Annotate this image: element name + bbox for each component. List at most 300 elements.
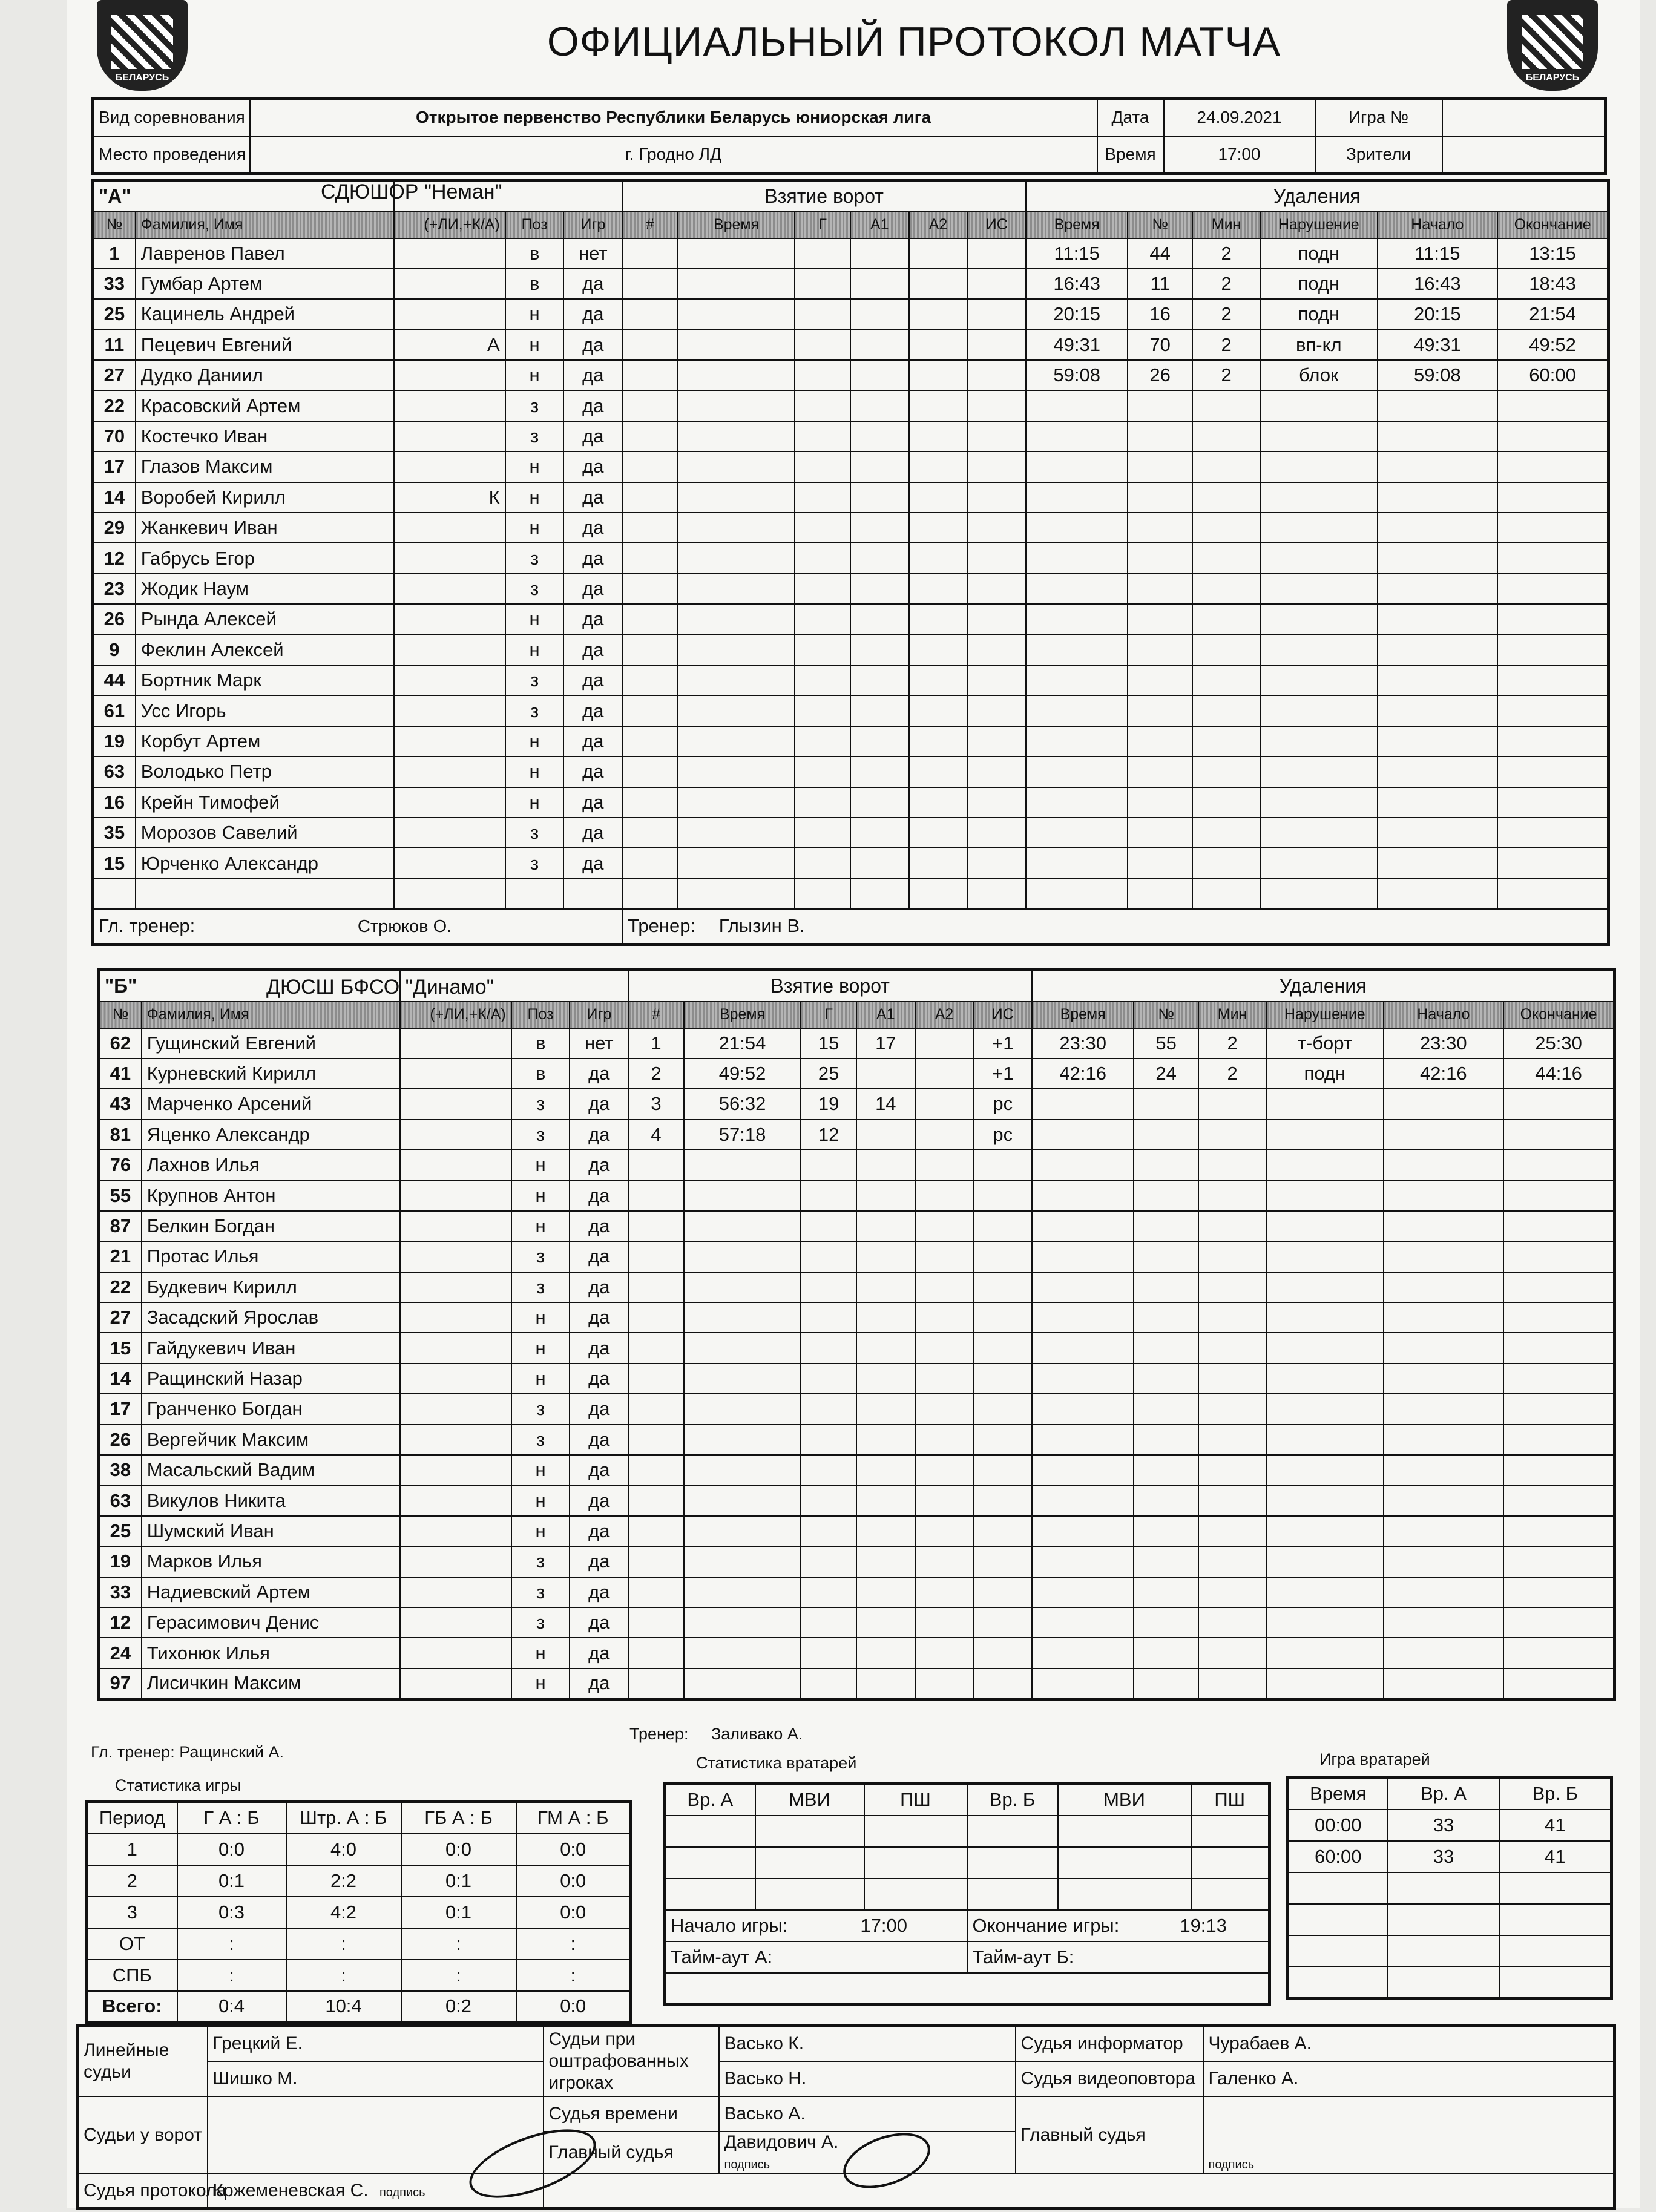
goal-time bbox=[684, 1546, 801, 1577]
goal-n bbox=[622, 238, 678, 269]
player-role bbox=[400, 1394, 511, 1424]
player-name: Масальский Вадим bbox=[142, 1455, 401, 1485]
penalty-inf bbox=[1260, 665, 1377, 695]
player-role bbox=[400, 1211, 511, 1241]
team-a-block bbox=[91, 179, 1610, 946]
goal-g bbox=[801, 1638, 856, 1668]
player-name: Морозов Савелий bbox=[136, 818, 395, 848]
goal-a2 bbox=[909, 360, 968, 390]
player-name: Засадский Ярослав bbox=[142, 1302, 401, 1333]
goal-time bbox=[684, 1577, 801, 1607]
goal-time bbox=[678, 421, 795, 451]
player-role bbox=[400, 1241, 511, 1272]
penalty-min bbox=[1192, 390, 1260, 421]
player-role bbox=[394, 665, 505, 695]
goal-a2 bbox=[915, 1485, 974, 1515]
goal-a1 bbox=[850, 604, 909, 634]
goal-n bbox=[622, 269, 678, 299]
goal-a2 bbox=[909, 879, 968, 909]
goal-is bbox=[967, 482, 1026, 513]
table-row bbox=[87, 1960, 631, 1991]
player-number: 35 bbox=[93, 818, 136, 848]
player-played: да bbox=[564, 360, 622, 390]
penalty-end bbox=[1503, 1607, 1614, 1638]
table-row bbox=[93, 574, 1609, 604]
player-name: Марченко Арсений bbox=[142, 1089, 401, 1119]
player-position: н bbox=[511, 1180, 570, 1210]
penalty-inf bbox=[1260, 787, 1377, 818]
player-played: нет bbox=[570, 1028, 628, 1058]
goal-n bbox=[622, 513, 678, 543]
goal-n bbox=[622, 756, 678, 787]
penalty-inf bbox=[1266, 1455, 1383, 1485]
penalty-num bbox=[1134, 1120, 1198, 1150]
game-stats-cell: 0:0 bbox=[516, 1897, 631, 1928]
goalie-stats-cell bbox=[755, 1847, 864, 1879]
team-a-letter: "А" bbox=[93, 180, 395, 212]
col-header-p-num: № bbox=[1128, 212, 1192, 238]
col-header-p-start: Начало bbox=[1384, 1002, 1504, 1028]
penalty-min bbox=[1192, 482, 1260, 513]
penalty-num bbox=[1128, 451, 1192, 482]
penalty-num bbox=[1128, 513, 1192, 543]
table-row bbox=[99, 1150, 1615, 1180]
player-position: в bbox=[505, 238, 564, 269]
penalty-start bbox=[1378, 635, 1498, 665]
goalie-stats-header: ПШ bbox=[1191, 1784, 1270, 1816]
player-position: з bbox=[511, 1272, 570, 1302]
goal-n bbox=[622, 299, 678, 329]
goal-g bbox=[795, 360, 850, 390]
col-header-p-num: № bbox=[1134, 1002, 1198, 1028]
table-row bbox=[99, 1607, 1615, 1638]
goal-time bbox=[678, 330, 795, 360]
penalty-inf bbox=[1260, 848, 1377, 878]
goal-a2 bbox=[909, 635, 968, 665]
col-header-g-time: Время bbox=[684, 1002, 801, 1028]
penalty-num bbox=[1134, 1577, 1198, 1607]
col-header-g-g: Г bbox=[801, 1002, 856, 1028]
goalie-stats-cell bbox=[967, 1816, 1058, 1847]
penalty-min bbox=[1192, 665, 1260, 695]
player-played: да bbox=[564, 818, 622, 848]
player-played: да bbox=[564, 330, 622, 360]
player-position: н bbox=[505, 330, 564, 360]
goal-n bbox=[622, 330, 678, 360]
goal-a1 bbox=[850, 879, 909, 909]
goal-a1 bbox=[850, 421, 909, 451]
player-position: н bbox=[505, 756, 564, 787]
table-row bbox=[93, 665, 1609, 695]
player-role bbox=[400, 1425, 511, 1455]
goalie-stats-header: Вр. А bbox=[665, 1784, 755, 1816]
goal-a1 bbox=[850, 513, 909, 543]
player-number: 14 bbox=[93, 482, 136, 513]
table-row bbox=[87, 1865, 631, 1897]
penalty-min bbox=[1198, 1485, 1266, 1515]
goalie-play-cell bbox=[1388, 1967, 1500, 1998]
player-name: Жодик Наум bbox=[136, 574, 395, 604]
penalty-min bbox=[1192, 604, 1260, 634]
penalty-end bbox=[1497, 787, 1608, 818]
goal-is bbox=[967, 574, 1026, 604]
goal-time bbox=[684, 1302, 801, 1333]
player-role bbox=[394, 604, 505, 634]
player-role bbox=[400, 1028, 511, 1058]
goalie-play-cell bbox=[1500, 1904, 1612, 1935]
goal-g bbox=[801, 1302, 856, 1333]
table-row bbox=[99, 1302, 1615, 1333]
goal-a1 bbox=[850, 299, 909, 329]
goalie-play-cell bbox=[1288, 1872, 1388, 1904]
goal-n: 2 bbox=[628, 1058, 684, 1089]
col-header-g-num: # bbox=[622, 212, 678, 238]
goal-n bbox=[628, 1485, 684, 1515]
table-row bbox=[99, 1546, 1615, 1577]
penalty-num bbox=[1128, 635, 1192, 665]
penalty-min bbox=[1198, 1089, 1266, 1119]
player-role bbox=[400, 1120, 511, 1150]
goal-g bbox=[795, 330, 850, 360]
venue-label: Место проведения bbox=[93, 136, 250, 174]
goalie-stats-header: ПШ bbox=[864, 1784, 967, 1816]
player-role: А bbox=[394, 330, 505, 360]
player-played: да bbox=[570, 1669, 628, 1699]
goal-time bbox=[678, 756, 795, 787]
goal-a2 bbox=[909, 299, 968, 329]
goal-a2 bbox=[909, 238, 968, 269]
goalie-play-cell bbox=[1388, 1872, 1500, 1904]
penalty-start bbox=[1384, 1546, 1504, 1577]
player-name: Лисичкин Максим bbox=[142, 1669, 401, 1699]
col-header-p-time: Время bbox=[1026, 212, 1128, 238]
penalty-min bbox=[1198, 1516, 1266, 1546]
player-number: 63 bbox=[93, 756, 136, 787]
penalty-inf bbox=[1266, 1485, 1383, 1515]
goal-g bbox=[795, 269, 850, 299]
spectators-label: Зрители bbox=[1315, 136, 1442, 174]
goalie-play-header: Вр. А bbox=[1388, 1778, 1500, 1810]
game-stats-header: ГБ А : Б bbox=[401, 1802, 516, 1834]
penalty-start bbox=[1378, 513, 1498, 543]
player-role bbox=[400, 1546, 511, 1577]
goal-a1 bbox=[850, 482, 909, 513]
player-number: 11 bbox=[93, 330, 136, 360]
player-name: Глазов Максим bbox=[136, 451, 395, 482]
team-b-letter: "Б" bbox=[99, 970, 401, 1002]
goal-a1 bbox=[856, 1638, 915, 1668]
goal-g bbox=[801, 1180, 856, 1210]
goal-g bbox=[795, 665, 850, 695]
player-played: да bbox=[564, 726, 622, 756]
penalty-inf bbox=[1260, 421, 1377, 451]
penalty-start bbox=[1384, 1089, 1504, 1119]
player-name bbox=[136, 879, 395, 909]
penalty-time bbox=[1026, 513, 1128, 543]
goal-a1 bbox=[850, 330, 909, 360]
player-role bbox=[400, 1333, 511, 1363]
penalty-num bbox=[1128, 604, 1192, 634]
penalty-num bbox=[1128, 879, 1192, 909]
player-name: Габрусь Егор bbox=[136, 543, 395, 573]
penalty-min bbox=[1198, 1180, 1266, 1210]
penalty-num bbox=[1134, 1241, 1198, 1272]
goal-a2 bbox=[915, 1302, 974, 1333]
goal-is bbox=[967, 756, 1026, 787]
goal-time: 49:52 bbox=[684, 1058, 801, 1089]
penalty-end: 21:54 bbox=[1497, 299, 1608, 329]
penalty-end bbox=[1497, 543, 1608, 573]
player-played: да bbox=[564, 269, 622, 299]
table-row bbox=[93, 421, 1609, 451]
penalty-end bbox=[1497, 879, 1608, 909]
penalty-time bbox=[1032, 1302, 1134, 1333]
goal-g bbox=[795, 421, 850, 451]
time: 17:00 bbox=[1164, 136, 1315, 174]
penalty-time bbox=[1032, 1272, 1134, 1302]
player-played: да bbox=[564, 299, 622, 329]
penalty-start bbox=[1384, 1364, 1504, 1394]
player-name: Тихонюк Илья bbox=[142, 1638, 401, 1668]
penalty-end bbox=[1497, 665, 1608, 695]
goal-is bbox=[973, 1516, 1032, 1546]
penalty-time bbox=[1026, 543, 1128, 573]
penalty-end bbox=[1497, 818, 1608, 848]
player-position: н bbox=[505, 604, 564, 634]
penalty-end: 60:00 bbox=[1497, 360, 1608, 390]
penalty-min bbox=[1192, 787, 1260, 818]
penalty-num bbox=[1134, 1333, 1198, 1363]
goal-a1 bbox=[856, 1607, 915, 1638]
penalty-inf bbox=[1260, 513, 1377, 543]
referee-label: Главный судья bbox=[544, 2132, 719, 2174]
player-number: 17 bbox=[93, 451, 136, 482]
penalty-end bbox=[1503, 1211, 1614, 1241]
goal-time bbox=[684, 1241, 801, 1272]
player-role bbox=[394, 451, 505, 482]
table-row bbox=[93, 513, 1609, 543]
penalty-min: 2 bbox=[1192, 299, 1260, 329]
penalty-time: 42:16 bbox=[1032, 1058, 1134, 1089]
goal-a2 bbox=[915, 1333, 974, 1363]
goal-a1 bbox=[850, 360, 909, 390]
penalty-start bbox=[1378, 574, 1498, 604]
goal-is bbox=[973, 1638, 1032, 1668]
table-row bbox=[1288, 1841, 1612, 1872]
player-position: н bbox=[511, 1455, 570, 1485]
penalty-num bbox=[1128, 848, 1192, 878]
table-row bbox=[99, 1120, 1615, 1150]
player-played: да bbox=[564, 543, 622, 573]
penalty-start bbox=[1378, 543, 1498, 573]
goal-a1 bbox=[856, 1211, 915, 1241]
table-row bbox=[1288, 1904, 1612, 1935]
goal-g bbox=[795, 848, 850, 878]
goal-a1 bbox=[856, 1241, 915, 1272]
goalie-play-cell: 41 bbox=[1500, 1810, 1612, 1841]
goal-n bbox=[622, 695, 678, 726]
col-header-p-end: Окончание bbox=[1497, 212, 1608, 238]
penalty-start bbox=[1378, 451, 1498, 482]
player-position: з bbox=[511, 1394, 570, 1424]
goal-is bbox=[967, 360, 1026, 390]
penalty-start bbox=[1378, 604, 1498, 634]
player-position: з bbox=[505, 390, 564, 421]
goal-n bbox=[628, 1516, 684, 1546]
goal-time bbox=[684, 1669, 801, 1699]
player-played: да bbox=[570, 1546, 628, 1577]
goalie-stats-cell bbox=[1058, 1847, 1191, 1879]
goal-a2 bbox=[915, 1272, 974, 1302]
goal-n bbox=[628, 1455, 684, 1485]
goal-is bbox=[973, 1180, 1032, 1210]
col-header-g-g: Г bbox=[795, 212, 850, 238]
goal-n bbox=[628, 1180, 684, 1210]
protocol-sheet bbox=[67, 0, 1640, 2208]
table-row bbox=[99, 1028, 1615, 1058]
penalty-num bbox=[1128, 695, 1192, 726]
penalty-num bbox=[1128, 574, 1192, 604]
penalty-num bbox=[1134, 1516, 1198, 1546]
penalty-end bbox=[1503, 1485, 1614, 1515]
goal-a1 bbox=[850, 451, 909, 482]
goal-is: рс bbox=[973, 1120, 1032, 1150]
video-judge: Галенко А. bbox=[1203, 2061, 1615, 2096]
goal-time bbox=[678, 360, 795, 390]
col-header-p-min: Мин bbox=[1192, 212, 1260, 238]
penalty-inf bbox=[1260, 543, 1377, 573]
player-role bbox=[400, 1638, 511, 1668]
player-number: 21 bbox=[99, 1241, 142, 1272]
penalty-num bbox=[1128, 787, 1192, 818]
penalty-time: 20:15 bbox=[1026, 299, 1128, 329]
player-name: Викулов Никита bbox=[142, 1485, 401, 1515]
goal-n bbox=[628, 1272, 684, 1302]
table-row bbox=[93, 482, 1609, 513]
game-stats-header: Штр. А : Б bbox=[286, 1802, 401, 1834]
game-stats-cell: СПБ bbox=[87, 1960, 177, 1991]
table-row bbox=[87, 1928, 631, 1960]
col-header-role: (+ЛИ,+К/А) bbox=[394, 212, 505, 238]
penalty-start bbox=[1378, 787, 1498, 818]
penalty-min bbox=[1198, 1577, 1266, 1607]
penalty-min bbox=[1192, 574, 1260, 604]
player-role bbox=[400, 1485, 511, 1515]
player-number: 12 bbox=[93, 543, 136, 573]
penalty-time bbox=[1032, 1089, 1134, 1119]
goalie-stats-title: Статистика вратарей bbox=[696, 1754, 857, 1772]
game-number-label: Игра № bbox=[1315, 99, 1442, 136]
competition-label: Вид соревнования bbox=[93, 99, 250, 136]
penalty-start bbox=[1378, 879, 1498, 909]
goal-a2 bbox=[909, 269, 968, 299]
goal-g bbox=[801, 1425, 856, 1455]
goal-is bbox=[973, 1607, 1032, 1638]
player-role bbox=[400, 1150, 511, 1180]
goal-is bbox=[967, 604, 1026, 634]
game-stats-cell: : bbox=[516, 1960, 631, 1991]
penalty-start bbox=[1378, 695, 1498, 726]
goal-a2 bbox=[915, 1364, 974, 1394]
penalty-start bbox=[1384, 1211, 1504, 1241]
penalty-time bbox=[1026, 726, 1128, 756]
player-role bbox=[394, 818, 505, 848]
table-row bbox=[99, 1394, 1615, 1424]
penalty-min bbox=[1192, 756, 1260, 787]
player-played: да bbox=[570, 1302, 628, 1333]
game-stats-cell: 0:3 bbox=[177, 1897, 286, 1928]
player-position: н bbox=[511, 1669, 570, 1699]
goalie-stats-header: МВИ bbox=[1058, 1784, 1191, 1816]
goalie-stats-cell bbox=[755, 1879, 864, 1910]
player-role: К bbox=[394, 482, 505, 513]
game-stats-cell: 0:1 bbox=[401, 1865, 516, 1897]
penalty-num: 55 bbox=[1134, 1028, 1198, 1058]
penalty-inf bbox=[1260, 879, 1377, 909]
penalty-start bbox=[1384, 1485, 1504, 1515]
goal-a2 bbox=[915, 1089, 974, 1119]
player-role bbox=[400, 1455, 511, 1485]
player-number: 16 bbox=[93, 787, 136, 818]
penalty-num bbox=[1134, 1089, 1198, 1119]
goal-n bbox=[622, 635, 678, 665]
penalty-num bbox=[1134, 1485, 1198, 1515]
referee2-label: Главный судья bbox=[1016, 2096, 1203, 2174]
player-number: 87 bbox=[99, 1211, 142, 1241]
player-name: Юрченко Александр bbox=[136, 848, 395, 878]
penalty-time bbox=[1032, 1394, 1134, 1424]
video-label: Судья видеоповтора bbox=[1016, 2061, 1203, 2096]
player-played: да bbox=[570, 1089, 628, 1119]
goal-time bbox=[678, 451, 795, 482]
penalty-num: 70 bbox=[1128, 330, 1192, 360]
penalty-min: 2 bbox=[1192, 330, 1260, 360]
col-header-g-is: ИС bbox=[967, 212, 1026, 238]
goal-g: 25 bbox=[801, 1058, 856, 1089]
goal-is bbox=[967, 269, 1026, 299]
col-header-role: (+ЛИ,+К/А) bbox=[400, 1002, 511, 1028]
penalty-start bbox=[1384, 1333, 1504, 1363]
col-header-p-inf: Нарушение bbox=[1266, 1002, 1383, 1028]
penalty-time: 59:08 bbox=[1026, 360, 1128, 390]
player-number: 29 bbox=[93, 513, 136, 543]
penalty-num bbox=[1128, 665, 1192, 695]
penalty-box-2: Васько Н. bbox=[719, 2061, 1016, 2096]
goal-time bbox=[678, 513, 795, 543]
penalty-end bbox=[1503, 1120, 1614, 1150]
timekeeper-label: Судья времени bbox=[544, 2096, 719, 2132]
penalty-time: 23:30 bbox=[1032, 1028, 1134, 1058]
team-b-goals-title: Взятие ворот bbox=[628, 970, 1032, 1002]
goal-g bbox=[795, 482, 850, 513]
penalty-num bbox=[1134, 1394, 1198, 1424]
goal-n bbox=[622, 879, 678, 909]
team-a-name: СДЮШОР "Неман" bbox=[321, 180, 502, 203]
goal-a2 bbox=[915, 1120, 974, 1150]
table-row bbox=[93, 787, 1609, 818]
penalty-inf bbox=[1260, 726, 1377, 756]
table-row bbox=[99, 1669, 1615, 1699]
table-row bbox=[93, 543, 1609, 573]
player-position: в bbox=[511, 1058, 570, 1089]
penalty-inf: т-борт bbox=[1266, 1028, 1383, 1058]
player-position: н bbox=[505, 787, 564, 818]
game-stats-cell: Всего: bbox=[87, 1991, 177, 2023]
penalty-num bbox=[1128, 818, 1192, 848]
penalty-inf bbox=[1266, 1577, 1383, 1607]
goalie-play-cell: 33 bbox=[1388, 1810, 1500, 1841]
player-name: Пецевич Евгений bbox=[136, 330, 395, 360]
